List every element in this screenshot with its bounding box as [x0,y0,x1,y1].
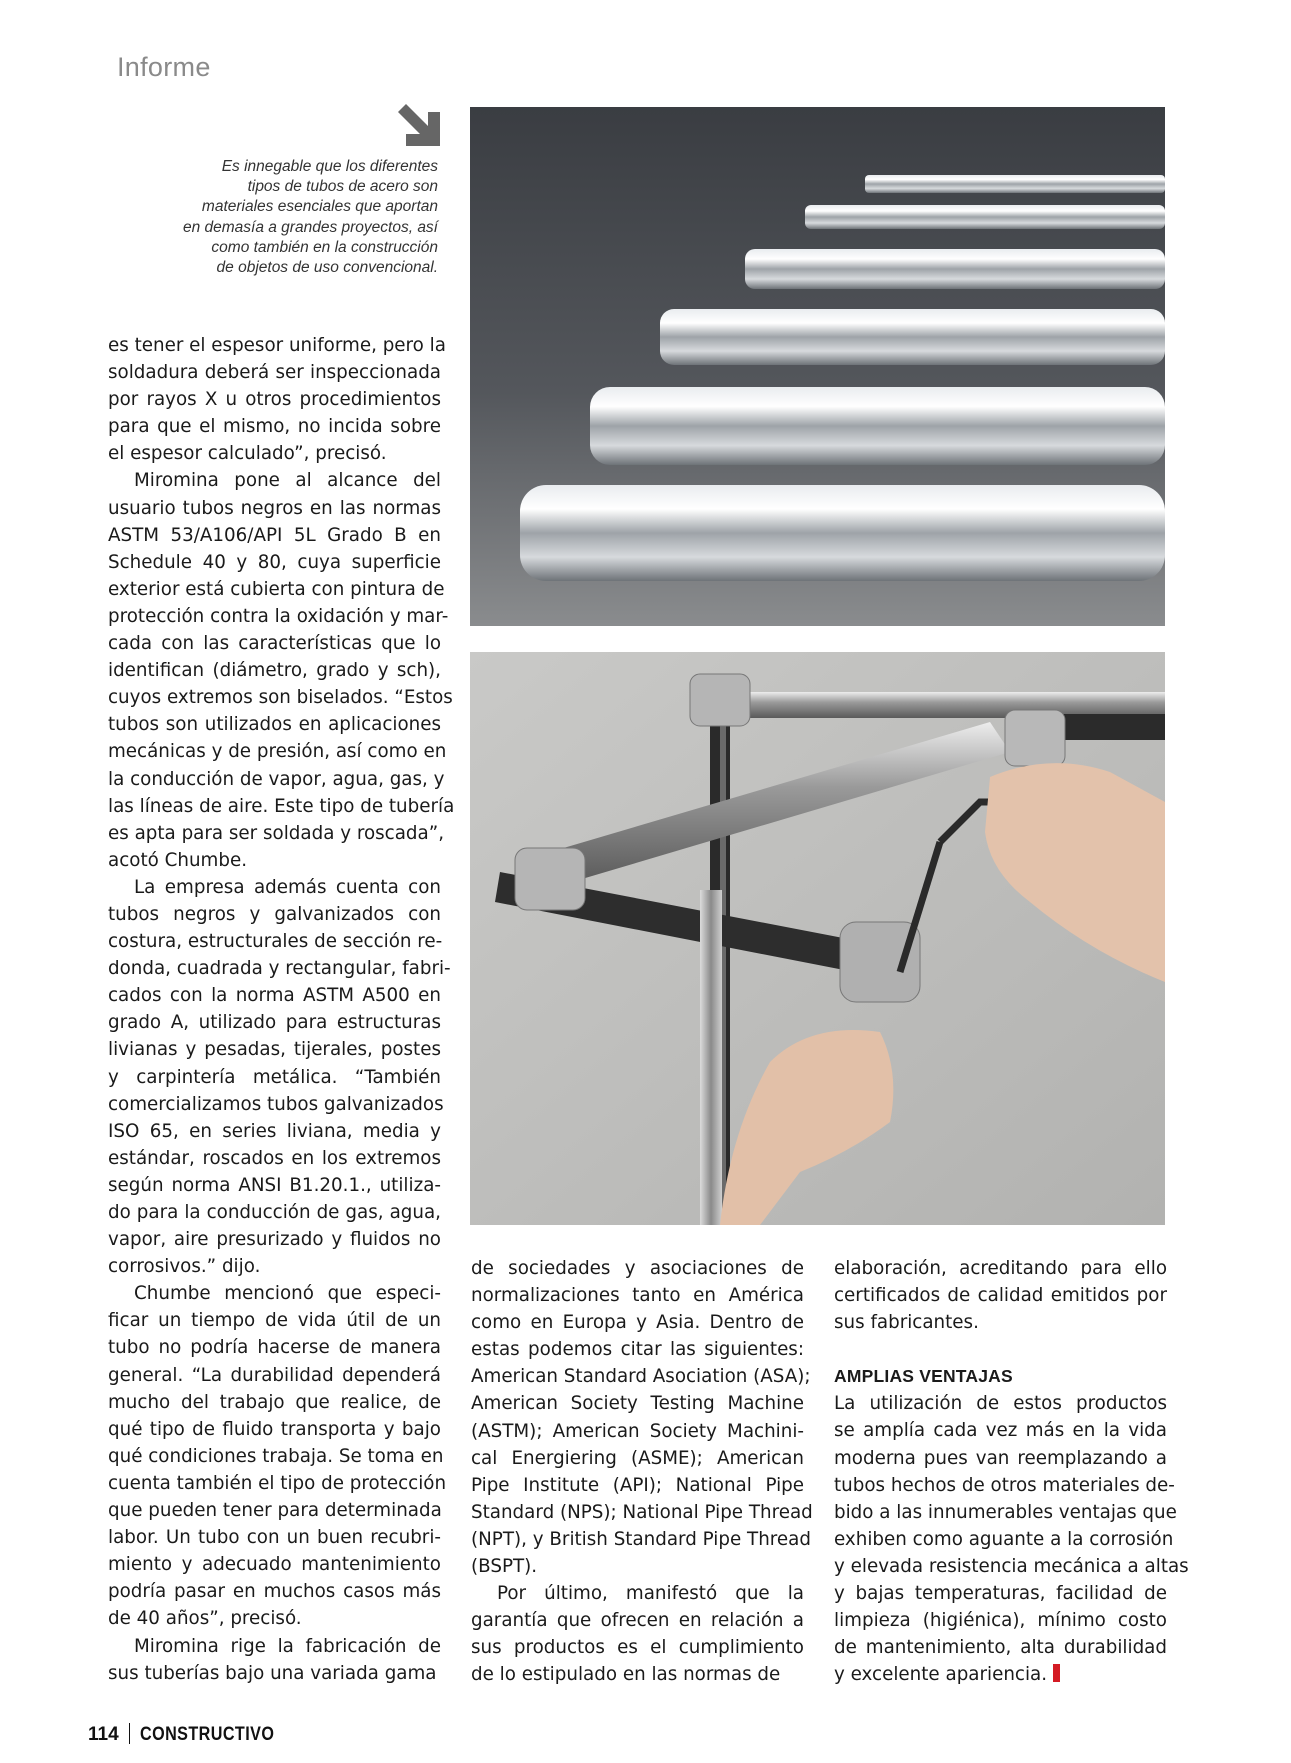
arrow-down-right-icon [398,104,440,146]
article-column-1 [108,332,455,1687]
section-label: Informe [117,52,211,82]
text-line: qué tipo de fluido transporta y bajo [108,1418,441,1440]
text-line: tubo no podría hacerse de manera [108,1337,441,1359]
text-line: se amplía cada vez más en la vida [834,1420,1167,1442]
text-line: soldadura deberá ser inspeccionada [108,362,441,384]
page-footer [88,1723,298,1746]
text-line: y excelente apariencia. [834,1661,1167,1688]
text-line: garantía que ofrecen en relación a [471,1610,804,1632]
text-line: usuario tubos negros en las normas [108,497,441,519]
caption-line: tipos de tubos de acero son [247,178,438,196]
text-line: (ASTM); American Society Machini- [471,1420,804,1442]
text-line: grado A, utilizado para estructuras [108,1012,441,1034]
text-line: tubos son utilizados en aplicaciones [108,714,441,736]
text-line: por rayos X u otros procedimientos [108,389,441,411]
steel-tubes-photo [470,107,1165,626]
magazine-name: CONSTRUCTIVO [139,1724,274,1745]
text-line: cal Energiering (ASME); American [471,1447,804,1469]
text-line: cuyos extremos son biselados. “Estos [108,687,453,709]
text-line: limpieza (higiénica), mínimo costo [834,1610,1167,1632]
paragraph [834,1255,1167,1336]
text-line: según norma ANSI B1.20.1., utiliza- [108,1174,441,1196]
text-line: de mantenimiento, alta durabilidad [834,1637,1167,1659]
text-line: Miromina rige la fabricación de [134,1635,441,1657]
caption-line: como también en la construcción [211,238,438,256]
text-line: bido a las innumerables ventajas que [834,1501,1177,1523]
text-line: y bajas temperaturas, facilidad de [834,1583,1167,1605]
text-line: acotó Chumbe. [108,849,248,871]
text-line: costura, estructurales de sección re- [108,931,443,953]
text-line: el espesor calculado”, precisó. [108,443,387,465]
text-line: Miromina pone al alcance del [134,470,441,492]
text-line: comercializamos tubos galvanizados [108,1093,444,1115]
text-line: exterior está cubierta con pintura de [108,578,445,600]
text-line: de 40 años”, precisó. [108,1608,302,1630]
text-line: moderna pues van reemplazando a [834,1447,1167,1469]
text-line: labor. Un tubo con un buen recubri- [108,1527,441,1549]
text-line: como en Europa y Asia. Dentro de [471,1312,804,1334]
end-mark-icon [1053,1664,1060,1682]
caption-line: materiales esenciales que aportan [201,198,438,216]
text-line: ASTM 53/A106/API 5L Grado B en [108,524,441,546]
page-number: 114 [88,1724,119,1745]
text-line: cuenta también el tipo de protección [108,1472,447,1494]
footer-divider [129,1723,130,1744]
text-line: las líneas de aire. Este tipo de tubería [108,795,455,817]
article-column-3 [834,1255,1189,1688]
text-line: Por último, manifestó que la [497,1583,804,1605]
text-line: elaboración, acreditando para ello [834,1258,1167,1279]
text-line: mecánicas y de presión, así como en [108,741,447,763]
caption-line: Es innegable que los diferentes [221,158,438,175]
text-line: livianas y pesadas, tijerales, postes [108,1039,441,1061]
paragraph [834,1390,1189,1688]
text-line: miento y adecuado mantenimiento [108,1554,441,1576]
caption-line: en demasía a grandes proyectos, así [182,218,438,236]
text-line: identifican (diámetro, grado y sch), [108,660,441,682]
text-line: normalizaciones tanto en América [471,1285,804,1307]
paragraph [108,1280,447,1632]
text-line: sus fabricantes. [834,1312,979,1334]
text-line: mucho del trabajo que realice, de [108,1391,441,1413]
text-line: ISO 65, en series liviana, media y [108,1120,441,1142]
text-line: vapor, aire presurizado y fluidos no [108,1229,441,1251]
paragraph [108,332,446,467]
text-line: y elevada resistencia mecánica a altas [834,1555,1189,1577]
article-column-2 [471,1255,813,1689]
text-line: para que el mismo, no incida sobre [108,416,441,438]
text-line: estándar, roscados en los extremos [108,1147,441,1169]
caption-line: de objetos de uso convencional. [216,259,438,277]
text-line: exhiben como aguante a la corrosión [834,1528,1174,1550]
photo-caption [140,157,438,278]
text-line: cados con la norma ASTM A500 en [108,985,441,1007]
text-line: de lo estipulado en las normas de [471,1664,781,1686]
text-line: es apta para ser soldada y roscada”, [108,822,445,844]
text-line: Standard (NPS); National Pipe Thread [471,1501,813,1523]
text-line: (NPT), y British Standard Pipe Thread [471,1528,811,1550]
text-line: American Society Testing Machine [471,1393,804,1415]
text-line: ficar un tiempo de vida útil de un [108,1310,441,1332]
paragraph [471,1255,813,1580]
text-line: corrosivos.” dijo. [108,1256,261,1278]
text-line: American Standard Asociation (ASA); [471,1366,811,1388]
text-line: donda, cuadrada y rectangular, fabri- [108,958,451,980]
text-line: de sociedades y asociaciones de [471,1258,804,1279]
paragraph [108,1633,441,1687]
text-line: general. “La durabilidad dependerá [108,1364,441,1386]
text-line: sus productos es el cumplimiento [471,1637,804,1659]
text-line: podría pasar en muchos casos más [108,1581,441,1603]
text-line: certificados de calidad emitidos por [834,1285,1167,1307]
text-line: cada con las características que lo [108,633,441,655]
text-line: que pueden tener para determinada [108,1500,442,1522]
text-line: estas podemos citar las siguientes: [471,1339,804,1361]
text-line: Chumbe mencionó que especi- [134,1283,441,1305]
text-line: y carpintería metálica. “También [108,1066,441,1088]
text-line: la conducción de vapor, agua, gas, y [108,768,445,790]
pipe-assembly-photo [470,652,1165,1225]
paragraph [108,874,451,1280]
text-line: tubos negros y galvanizados con [108,903,441,925]
text-line: La empresa además cuenta con [134,876,441,898]
text-line: tubos hechos de otros materiales de- [834,1474,1175,1496]
text-line: es tener el espesor uniforme, pero la [108,335,446,356]
text-line: La utilización de estos productos [834,1393,1167,1415]
text-line: Schedule 40 y 80, cuya superficie [108,551,441,573]
text-line: qué condiciones trabaja. Se toma en [108,1445,444,1467]
subheading: AMPLIAS VENTAJAS [834,1366,1013,1387]
text-line: Pipe Institute (API); National Pipe [471,1474,804,1496]
text-line: (BSPT). [471,1556,538,1578]
text-line: protección contra la oxidación y mar- [108,605,449,627]
paragraph [108,467,455,873]
text-line: sus tuberías bajo una variada gama [108,1662,437,1684]
paragraph [471,1580,804,1688]
text-line: do para la conducción de gas, agua, [108,1202,441,1223]
